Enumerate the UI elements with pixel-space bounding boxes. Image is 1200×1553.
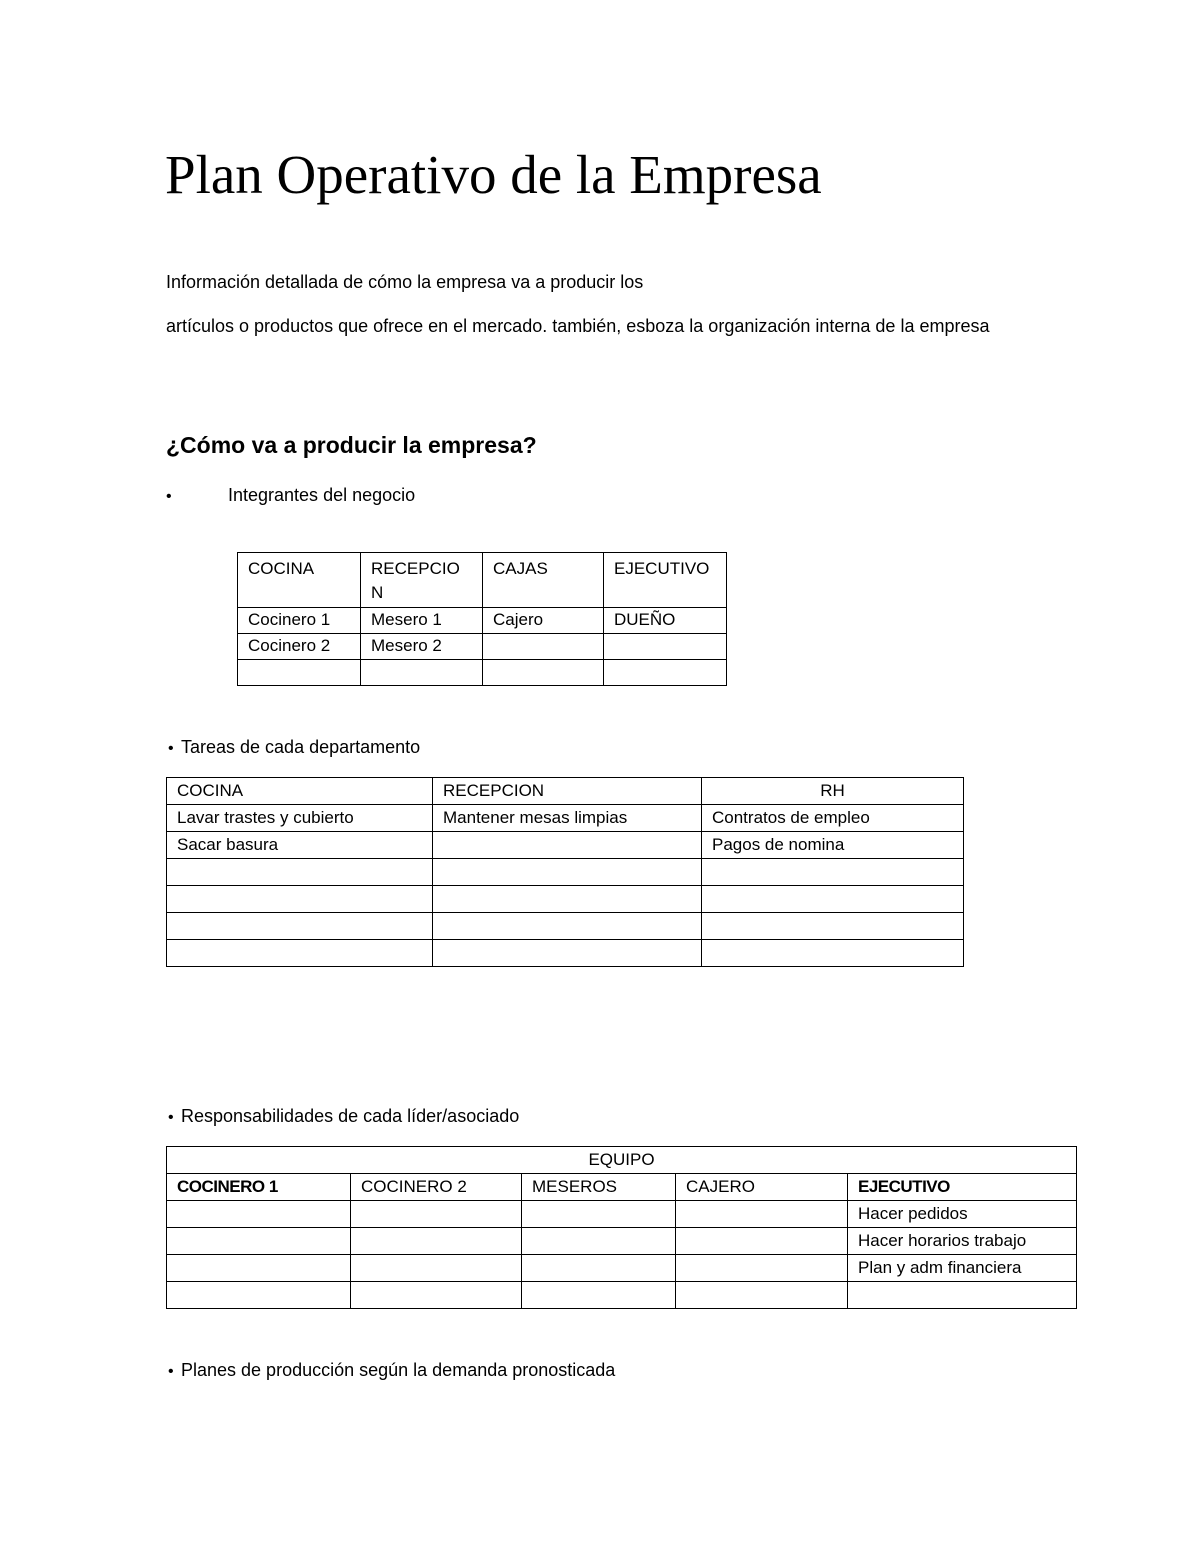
bullet-icon: • (168, 1109, 174, 1126)
table-cell: Plan y adm financiera (848, 1255, 1077, 1282)
table-cell (604, 634, 727, 660)
table-cell (167, 913, 433, 940)
bullet-tareas (168, 734, 420, 762)
table-cell (702, 859, 964, 886)
table-cell: Hacer pedidos (848, 1201, 1077, 1228)
table-row (167, 1201, 1077, 1228)
table-cell (167, 1255, 351, 1282)
table-caption-row (167, 1147, 1077, 1174)
table-cell (167, 940, 433, 967)
table-cell: Cocinero 1 (238, 608, 361, 634)
table-header-row (167, 1174, 1077, 1201)
table-row (167, 1228, 1077, 1255)
table-cell (433, 832, 702, 859)
table-cell (676, 1201, 848, 1228)
table-tareas (166, 777, 964, 967)
intro-line-2: artículos o productos que ofrece en el mercado. también, esboza la organización interna de la empresa (166, 316, 990, 336)
table-cell (604, 660, 727, 686)
table-cell (676, 1282, 848, 1309)
document-title: Plan Operativo de la Empresa (165, 144, 822, 205)
table-row (167, 859, 964, 886)
bullet-responsabilidades (168, 1103, 519, 1131)
table-cell: Pagos de nomina (702, 832, 964, 859)
table-cell (702, 940, 964, 967)
table-header-cell: COCINERO 1 (167, 1174, 351, 1201)
table-cell (351, 1255, 522, 1282)
bullet-planes (168, 1357, 615, 1385)
table-cell (702, 886, 964, 913)
bullet-responsabilidades-label: Responsabilidades de cada líder/asociado (181, 1106, 520, 1126)
table-header-cell: EJECUTIVO (604, 553, 727, 608)
table-header-cell: RECEPCIO N (361, 553, 483, 608)
bullet-icon: • (166, 488, 172, 505)
table-cell (676, 1228, 848, 1255)
table-cell (167, 886, 433, 913)
table-cell (483, 634, 604, 660)
table-header-cell: EJECUTIVO (848, 1174, 1077, 1201)
table-cell (433, 913, 702, 940)
table-cell (167, 1201, 351, 1228)
table-cell (351, 1228, 522, 1255)
table-cell (522, 1228, 676, 1255)
table-header-cell: MESEROS (522, 1174, 676, 1201)
table-cell: Contratos de empleo (702, 805, 964, 832)
table-cell (351, 1201, 522, 1228)
section-heading: ¿Cómo va a producir la empresa? (166, 432, 537, 458)
table-header-cell: COCINA (238, 553, 361, 608)
bullet-planes-label: Planes de producción según la demanda pronosticada (181, 1360, 616, 1380)
table-cell: Mesero 1 (361, 608, 483, 634)
table-row (167, 913, 964, 940)
table-header-cell: CAJERO (676, 1174, 848, 1201)
table-cell (167, 1282, 351, 1309)
table-cell: Hacer horarios trabajo (848, 1228, 1077, 1255)
table-row (167, 1282, 1077, 1309)
bullet-tareas-label: Tareas de cada departamento (181, 737, 421, 757)
bullet-integrantes (166, 482, 415, 510)
table-cell: DUEÑO (604, 608, 727, 634)
table-row (238, 634, 727, 660)
table-cell (676, 1255, 848, 1282)
table-row (167, 805, 964, 832)
table-row (238, 660, 727, 686)
bullet-icon: • (168, 1363, 174, 1380)
table-cell (433, 886, 702, 913)
bullet-integrantes-label: Integrantes del negocio (228, 485, 416, 505)
table-header-row (167, 778, 964, 805)
table-cell (848, 1282, 1077, 1309)
table-integrantes (237, 552, 727, 686)
table-cell (351, 1282, 522, 1309)
table-cell (433, 859, 702, 886)
table-cell (361, 660, 483, 686)
table-cell: Sacar basura (167, 832, 433, 859)
table-cell: Mantener mesas limpias (433, 805, 702, 832)
table-header-cell: COCINA (167, 778, 433, 805)
table-header-cell: RH (702, 778, 964, 805)
table-row (167, 832, 964, 859)
table-cell: Mesero 2 (361, 634, 483, 660)
intro-line-1: Información detallada de cómo la empresa va a producir los (166, 272, 644, 292)
table-cell (238, 660, 361, 686)
table-row (167, 940, 964, 967)
table-cell (483, 660, 604, 686)
table-header-cell: RECEPCION (433, 778, 702, 805)
table-cell (433, 940, 702, 967)
table-cell: Lavar trastes y cubierto (167, 805, 433, 832)
bullet-icon: • (168, 740, 174, 757)
table-cell (167, 859, 433, 886)
table-header-row (238, 553, 727, 608)
table-row (167, 886, 964, 913)
table-cell (167, 1228, 351, 1255)
table-header-cell: CAJAS (483, 553, 604, 608)
table-responsabilidades (166, 1146, 1077, 1309)
table-cell: Cajero (483, 608, 604, 634)
table-cell (522, 1255, 676, 1282)
table-caption: EQUIPO (167, 1147, 1077, 1174)
table-cell (702, 913, 964, 940)
table-header-cell: COCINERO 2 (351, 1174, 522, 1201)
table-cell (522, 1282, 676, 1309)
table-row (167, 1255, 1077, 1282)
table-cell (522, 1201, 676, 1228)
table-row (238, 608, 727, 634)
table-cell: Cocinero 2 (238, 634, 361, 660)
